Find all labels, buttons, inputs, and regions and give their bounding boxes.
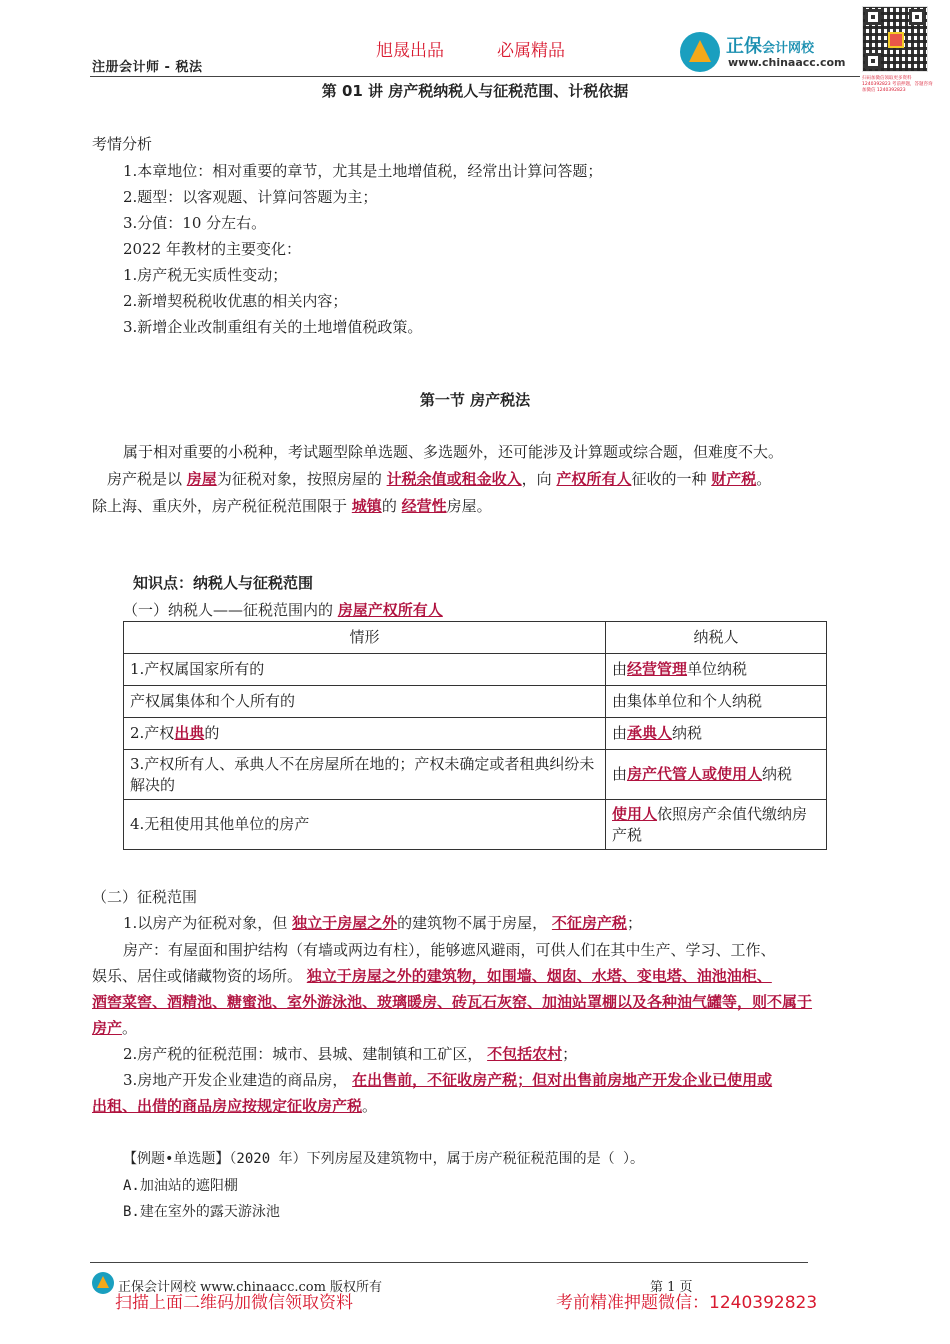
table-cell: 由集体单位和个人纳税	[606, 686, 827, 718]
property-definition: 房产：有屋面和围护结构（有墙或两边有柱），能够遮风避雨，可供人们在其中生产、学习、工作、	[123, 941, 776, 959]
exam-analysis-item: 2.题型：以客观题、计算问答题为主；	[123, 188, 378, 206]
exam-analysis-item: 3.分值：10 分左右。	[123, 214, 267, 232]
slogan-left: 旭晟出品	[376, 41, 444, 61]
table-cell: 4.无租使用其他单位的房产	[124, 800, 606, 850]
table-cell: 由房产代管人或使用人纳税	[606, 750, 827, 800]
change-item: 3.新增企业改制重组有关的土地增值税政策。	[123, 318, 423, 336]
slogan-right: 必属精品	[497, 41, 565, 61]
scope-item-3: 3.房地产开发企业建造的商品房， 在出售前，不征收房产税；但对出售前房地产开发企业已使用或	[123, 1071, 773, 1089]
scope-item-3-cont: 出租、出借的商品房应按规定征收房产税。	[92, 1097, 378, 1115]
example-question: 【例题•单选题】（2020 年）下列房屋及建筑物中，属于房产税征税范围的是（ ）。	[123, 1151, 644, 1167]
footer-logo-icon	[92, 1272, 114, 1294]
table-cell: 由经营管理单位纳税	[606, 654, 827, 686]
table-row	[124, 750, 827, 800]
table-cell: 3.产权所有人、承典人不在房屋所在地的；产权未确定或者租典纠纷未解决的	[124, 750, 606, 800]
knowledge-point-title: 知识点：纳税人与征税范围	[133, 574, 314, 592]
property-definition: 娱乐、居住或储藏物资的场所。 独立于房屋之外的建筑物，如围墙、烟囱、水塔、变电塔、油池油柜、	[92, 967, 772, 985]
footer-divider	[90, 1262, 808, 1263]
taxpayer-subheading: （一）纳税人——征税范围内的 房屋产权所有人	[123, 601, 443, 619]
logo-name: 正保会计网校	[726, 36, 815, 57]
example-option-a: A.加油站的遮阳棚	[123, 1178, 238, 1194]
change-item: 1.房产税无实质性变动；	[123, 266, 288, 284]
table-cell: 2.产权出典的	[124, 718, 606, 750]
change-item: 2.新增契税税收优惠的相关内容；	[123, 292, 348, 310]
intro-paragraph: 属于相对重要的小税种，考试题型除单选题、多选题外，还可能涉及计算题或综合题，但难度不大。	[123, 443, 784, 461]
footer-promo-left: 扫描上面二维码加微信领取资料	[115, 1293, 353, 1313]
exam-analysis-item: 1.本章地位：相对重要的章节，尤其是土地增值税，经常出计算问答题；	[123, 162, 603, 180]
intro-scope: 除上海、重庆外，房产税征税范围限于 城镇的 经营性房屋。	[92, 497, 492, 515]
footer-copyright: 正保会计网校 www.chinaacc.com 版权所有	[118, 1280, 383, 1295]
table-cell: 使用人依照房产余值代缴纳房产税	[606, 800, 827, 850]
brand-logo[interactable]	[680, 30, 860, 74]
changes-heading: 2022 年教材的主要变化：	[123, 240, 301, 258]
table-cell: 1.产权属国家所有的	[124, 654, 606, 686]
page-number: 第 1 页	[650, 1280, 693, 1295]
table-row	[124, 686, 827, 718]
example-option-b: B.建在室外的露天游泳池	[123, 1204, 280, 1220]
scope-item-2: 2.房产税的征税范围：城市、县城、建制镇和工矿区， 不包括农村；	[123, 1045, 578, 1063]
table-cell: 产权属集体和个人所有的	[124, 686, 606, 718]
logo-url: www.chinaacc.com	[728, 56, 846, 69]
scope-item-1: 1.以房产为征税对象，但 独立于房屋之外的建筑物不属于房屋， 不征房产税；	[123, 914, 642, 932]
footer-promo-right: 考前精准押题微信：1240392823	[556, 1293, 818, 1313]
table-row	[124, 800, 827, 850]
property-definition: 房产。	[92, 1019, 138, 1037]
table-row	[124, 654, 827, 686]
qr-note: 扫码加微信领取更多资料 1240392823 考前押题，答题咨询加微信 1240392823	[862, 76, 933, 93]
table-row	[124, 718, 827, 750]
section-title: 第一节 房产税法	[419, 391, 531, 409]
intro-definition: 房产税是以 房屋为征税对象，按照房屋的 计税余值或租金收入，向 产权所有人征收的一种 财产税。	[107, 470, 772, 488]
taxpayer-table	[123, 621, 827, 850]
logo-emblem-icon	[680, 32, 720, 72]
course-title: 注册会计师 - 税法	[92, 60, 203, 75]
table-header: 纳税人	[606, 622, 827, 654]
qr-code-icon	[862, 6, 928, 72]
table-header: 情形	[124, 622, 606, 654]
table-header-row	[124, 622, 827, 654]
lecture-title: 第 01 讲 房产税纳税人与征税范围、计税依据	[321, 82, 629, 100]
header-divider	[90, 76, 860, 77]
property-definition: 酒窖菜窖、酒精池、糖蜜池、室外游泳池、玻璃暖房、砖瓦石灰窑、加油站罩棚以及各种油气罐等，则不属于	[92, 993, 813, 1011]
scope-heading: （二）征税范围	[92, 888, 198, 906]
exam-analysis-heading: 考情分析	[92, 135, 153, 153]
table-cell: 由承典人纳税	[606, 718, 827, 750]
